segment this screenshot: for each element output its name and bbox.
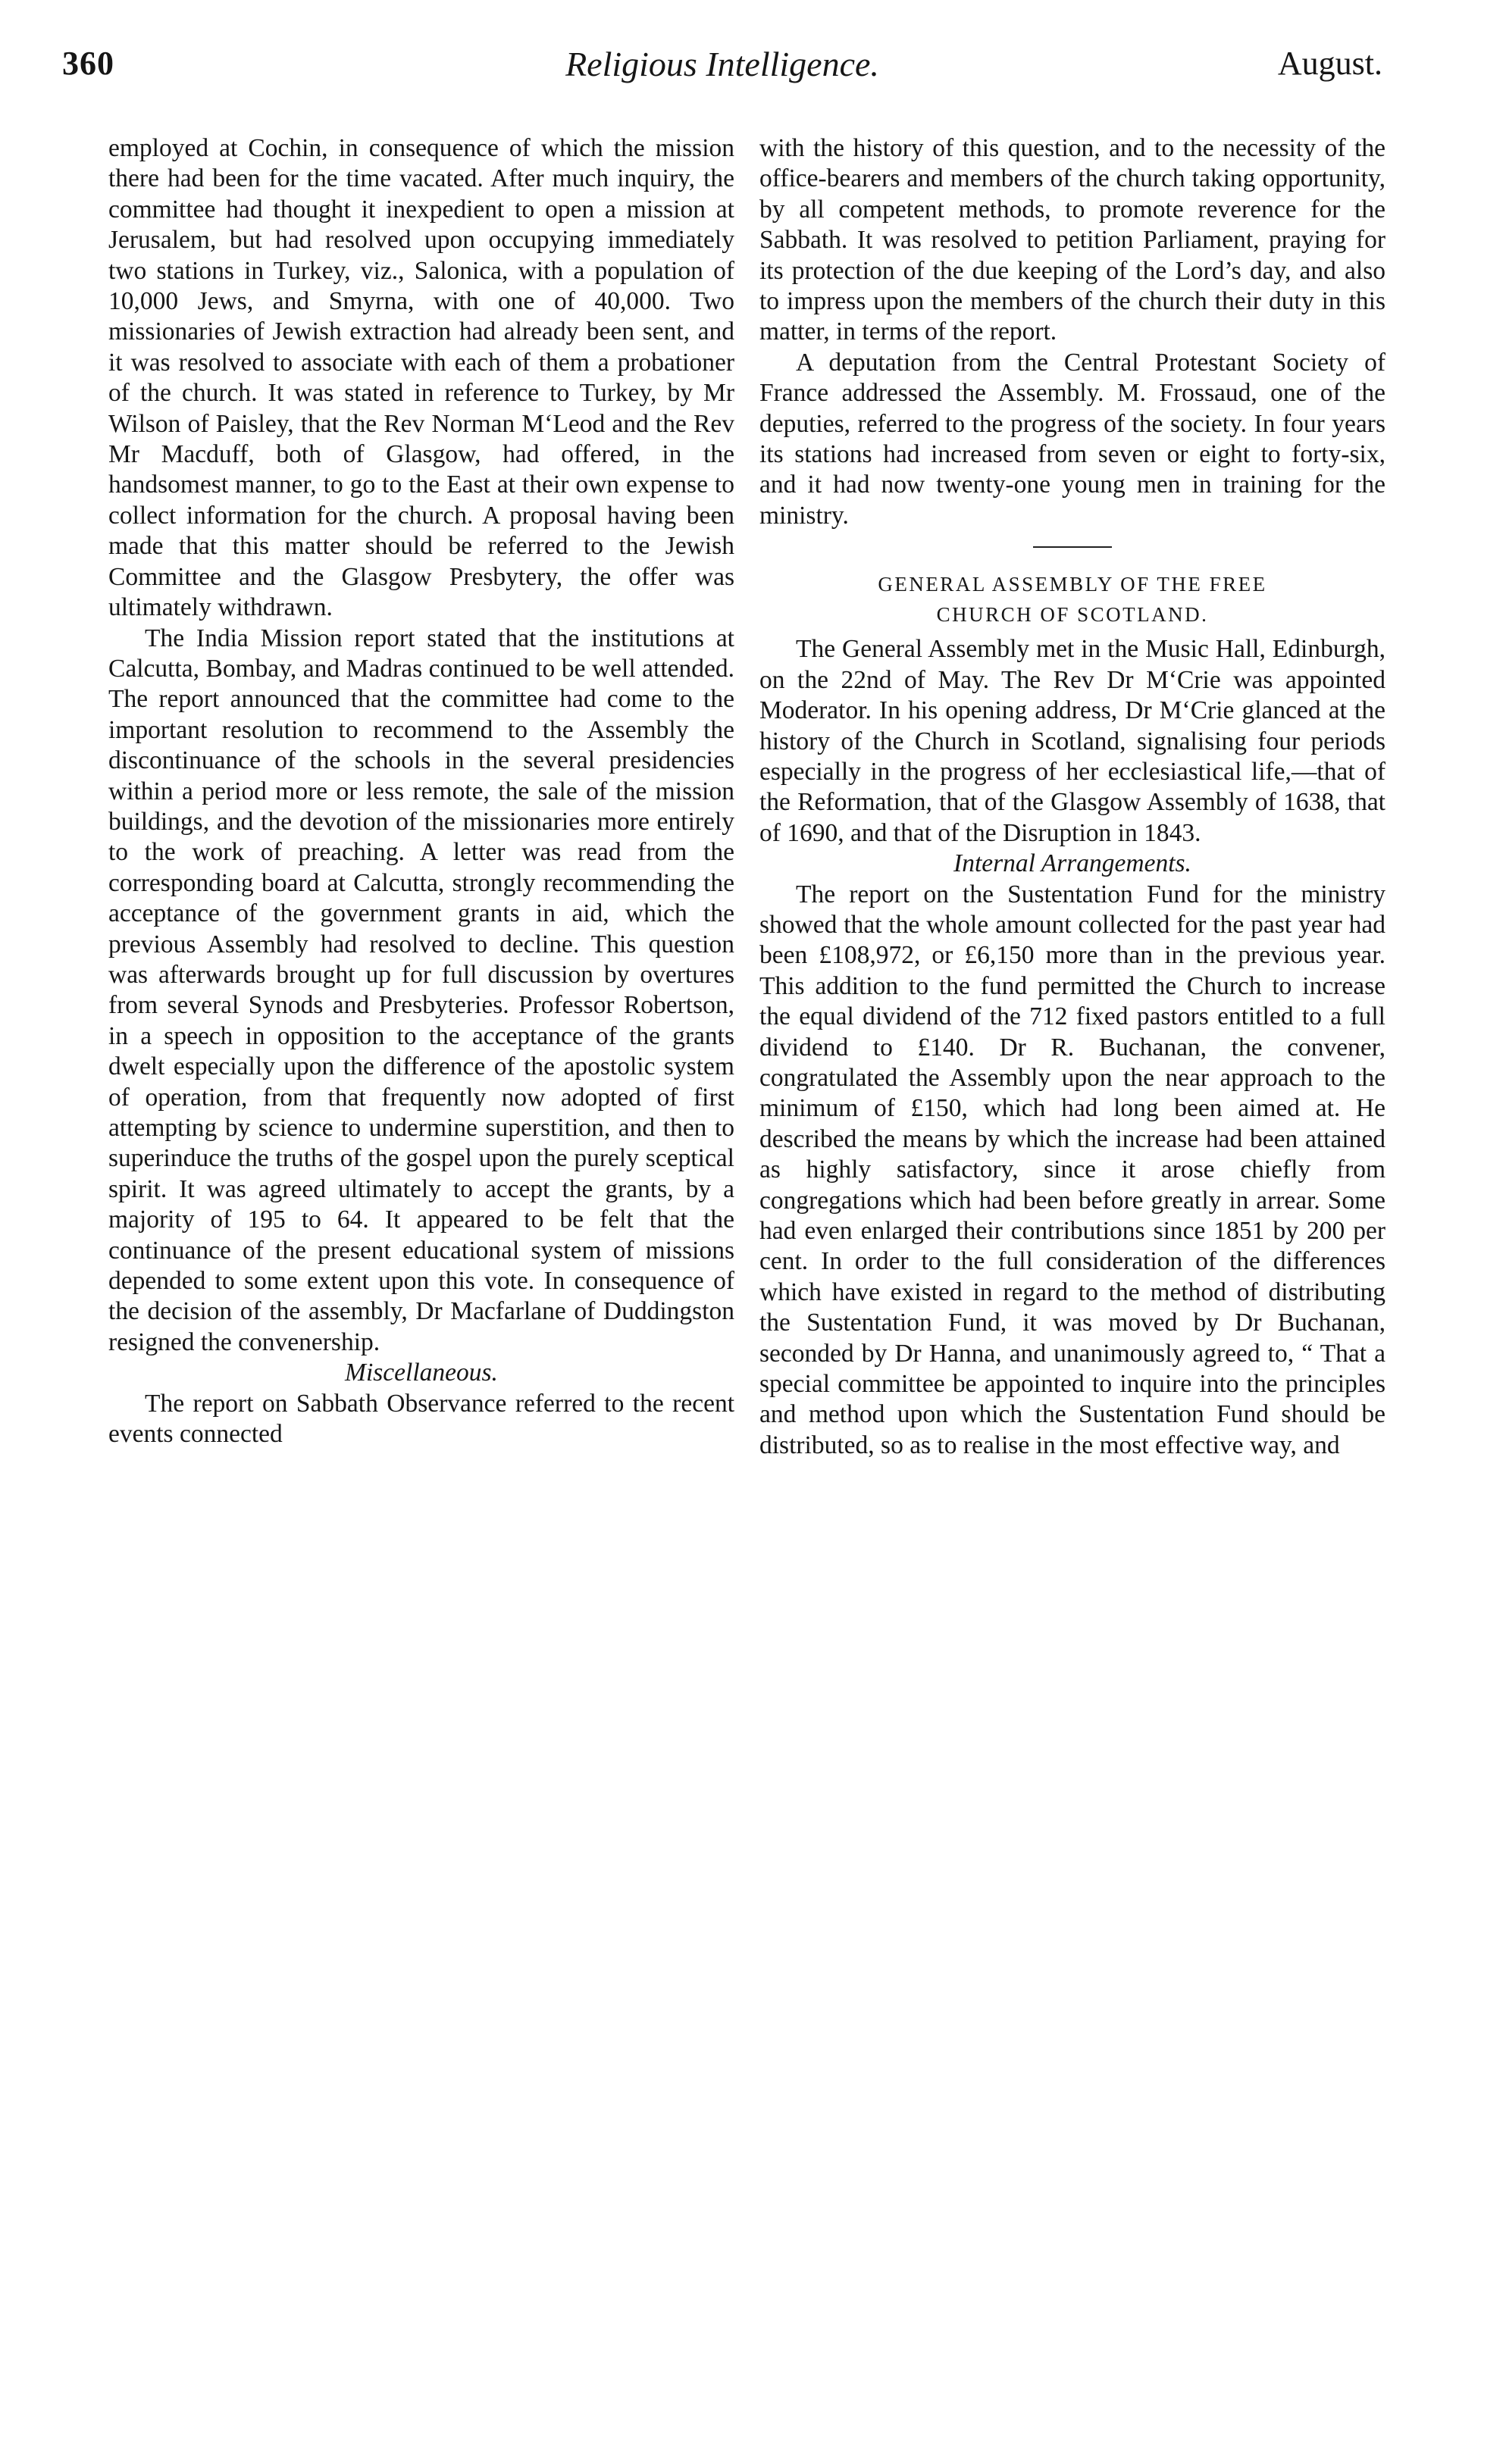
section-heading-line-2: CHURCH OF SCOTLAND. [936, 603, 1209, 627]
section-heading-line-1: GENERAL ASSEMBLY OF THE FREE [878, 573, 1267, 596]
paragraph-general-assembly: The General Assembly met in the Music Hall, Edinburgh, on the 22nd of May. The Rev Dr M‘Crie was appointed Moderator. In his opening address, Dr M‘Crie glanced at the history of the Church in Scotland, signalising four periods especially in the progress of her ecclesiastical life,—that of the Reformation, that of the Glasgow Assembly of 1638, that of 1690, and that of the Disruption in 1843. [759, 635, 1385, 847]
paragraph-french-deputation: A deputation from the Central Protestant Society of France addressed the Assembly. M. Frossaud, one of the deputies, referred to the progress of the society. In four years its stations had increased from seven or eight to forty-six, and it had now twenty-one young men in training for the ministry. [759, 348, 1385, 530]
paragraph-sabbath-continued: with the history of this question, and to the necessity of the office-bearers and members of the church taking opportunity, by all competent methods, to promote reverence for the Sabbath. It was resolved to petition Parliament, praying for its protection of the due keeping of the Lord’s day, and also to impress upon the members of the church their duty in this matter, in terms of the report. [759, 134, 1385, 346]
page-number: 360 [62, 45, 114, 82]
running-title: Religious Intelligence. [565, 45, 879, 83]
running-head [62, 44, 1382, 102]
right-column [759, 133, 1385, 2369]
paragraph-sustentation-fund: The report on the Sustentation Fund for the ministry showed that the whole amount collected for the past year had been £108,972, or £6,150 more than in the previous year. This addition to the fund permitted the Church to increase the equal dividend of the 712 fixed pastors entitled to a full dividend to £140. Dr R. Buchanan, the convener, congratulated the Assembly upon the near approach to the minimum of £150, which had long been aimed at. He described the means by which the increase had been attained as highly satisfactory, since it arose chiefly from congregations which had been before greatly in arrear. Some had even enlarged their contributions since 1851 by 200 per cent. In order to the full consideration of the differences which have existed in regard to the method of distributing the Sustentation Fund, it was moved by Dr Buchanan, seconded by Dr Hanna, and unanimously agreed to, “ That a special committee be appointed to inquire into the principles and method upon which the Sustentation Fund should be distributed, so as to realise in the most effective way, and [759, 880, 1385, 1459]
paragraph-india-mission: The India Mission report stated that the institutions at Calcutta, Bombay, and Madras continued to be well attended. The report announced that the committee had come to the important resolution to recommend to the Assembly the discontinuance of the schools in the several presidencies within a period more or less remote, the sale of the mission buildings, and the devotion of the missionaries more entirely to the work of preaching. A letter was read from the corresponding board at Calcutta, strongly recommending the acceptance of the government grants in aid, which the previous Assembly had resolved to decline. This question was afterwards brought up for full discussion by overtures from several Synods and Presbyteries. Professor Robertson, in a speech in opposition to the acceptance of the grants dwelt especially upon the difference of the apostolic system of operation, from that frequently now adopted of first attempting by science to undermine superstition, and then to superinduce the truths of the gospel upon the purely sceptical spirit. It was agreed ultimately to accept the grants, by a majority of 195 to 64. It appeared to be felt that the continuance of the present educational system of missions depended to some extent upon this vote. In consequence of the decision of the assembly, Dr Macfarlane of Duddingston resigned the convenership. [108, 624, 734, 1356]
subhead-miscellaneous: Miscellaneous. [345, 1359, 498, 1387]
section-heading-free-church [759, 569, 1385, 630]
left-column [108, 133, 734, 2369]
running-month: August. [1277, 45, 1382, 82]
section-divider [1033, 546, 1112, 548]
subhead-internal-arrangements: Internal Arrangements. [953, 849, 1191, 878]
paragraph-mission-stations: employed at Cochin, in consequence of which the mission there had been for the time vacated. After much inquiry, the committee had thought it inexpedient to open a mission at Jerusalem, but had resolved upon occupying immediately two stations in Turkey, viz., Salonica, with a population of 10,000 Jews, and Smyrna, with one of 40,000. Two missionaries of Jewish extraction had already been sent, and it was resolved to associate with each of them a probationer of the church. It was stated in reference to Turkey, by Mr Wilson of Paisley, that the Rev Norman M‘Leod and the Rev Mr Macduff, both of Glasgow, had offered, in the handsomest manner, to go to the East at their own expense to collect information for the church. A proposal having been made that this matter should be referred to the Jewish Committee and the Glasgow Presbytery, the offer was ultimately withdrawn. [108, 134, 734, 622]
paragraph-sabbath-observance: The report on Sabbath Observance referred to the recent events connected [108, 1389, 734, 1449]
